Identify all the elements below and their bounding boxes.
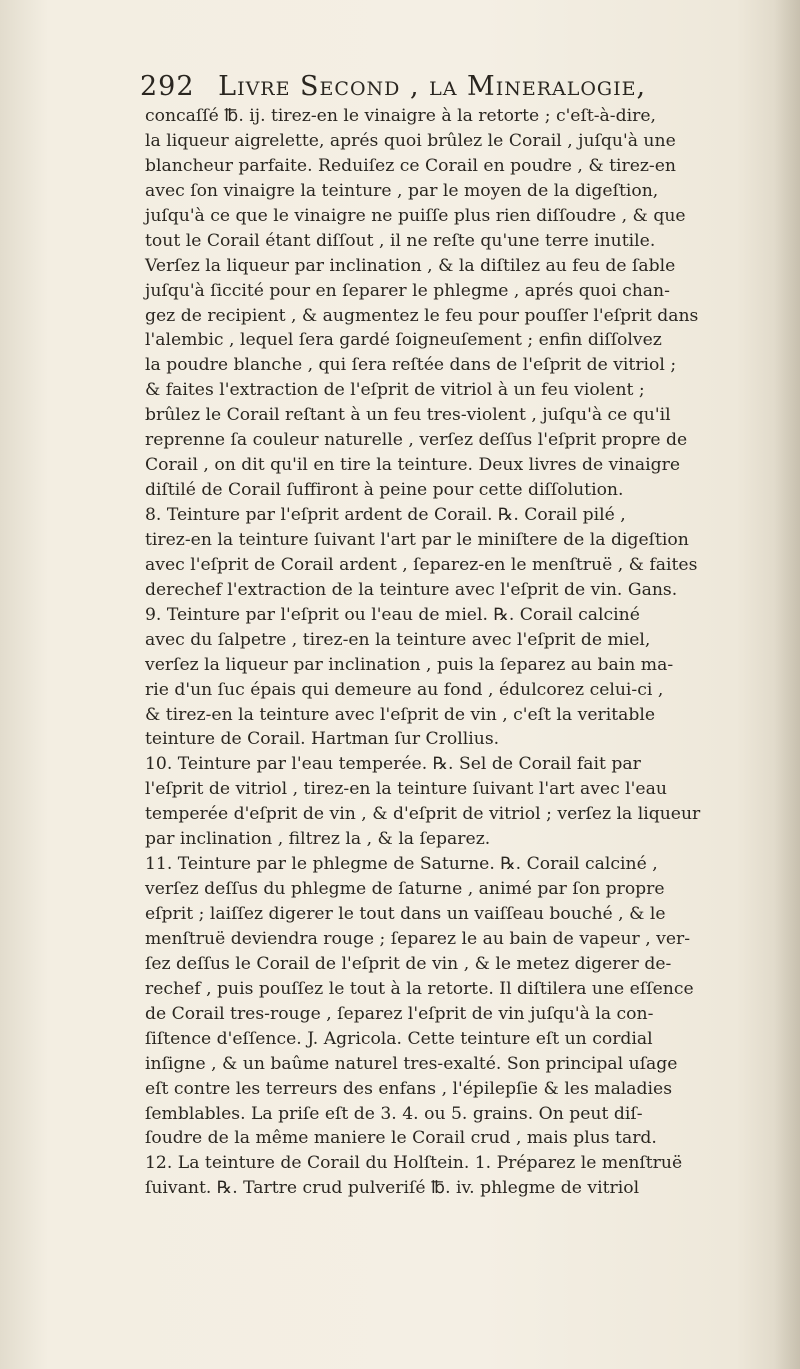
text-line: 11. Teinture par le phlegme de Saturne. ℞. Corail calciné ,	[145, 854, 658, 875]
text-line: verſez la liqueur par inclination , puis la ſeparez au bain ma-	[145, 654, 674, 675]
text-line: eſt contre les terreurs des enfans , l'épilepſie & les maladies	[145, 1078, 673, 1099]
text-line: tirez-en la teinture ſuivant l'art par le miniſtere de la digeſtion	[145, 529, 689, 550]
text-line: menſtruë deviendra rouge ; ſeparez le au bain de vapeur , ver-	[145, 928, 691, 949]
text-line: de Corail tres-rouge , ſeparez l'eſprit de vin juſqu'à la con-	[145, 1003, 654, 1024]
text-line: & faites l'extraction de l'eſprit de vitriol à un feu violent ;	[145, 380, 645, 401]
text-line: avec l'eſprit de Corail ardent , ſeparez-en le menſtruë , & faites	[145, 554, 698, 575]
text-line: derechef l'extraction de la teinture avec l'eſprit de vin. Gans.	[145, 579, 678, 600]
text-line: teinture de Corail. Hartman ſur Crollius.	[145, 729, 500, 750]
text-line: 12. La teinture de Corail du Holſtein. 1. Préparez le menſtruë	[145, 1153, 683, 1174]
text-line: la liqueur aigrelette, aprés quoi brûlez le Corail , juſqu'à une	[145, 130, 676, 151]
text-line: la poudre blanche , qui ſera reſtée dans de l'eſprit de vitriol ;	[145, 355, 677, 376]
text-line: reprenne ſa couleur naturelle , verſez deſſus l'eſprit propre de	[145, 430, 688, 451]
text-line: rechef , puis pouſſez le tout à la retorte. Il diſtilera une eſſence	[145, 978, 694, 999]
text-line: inſigne , & un baûme naturel tres-exalté. Son principal uſage	[145, 1053, 678, 1074]
text-line: ſuivant. ℞. Tartre crud pulveriſé ℔. iv. phlegme de vitriol	[145, 1178, 640, 1199]
running-header	[140, 68, 780, 106]
text-line: ſemblables. La priſe eſt de 3. 4. ou 5. grains. On peut diſ-	[145, 1103, 643, 1124]
text-line: 8. Teinture par l'eſprit ardent de Corail. ℞. Corail pilé ,	[145, 505, 626, 525]
text-line: diſtilé de Corail ſuffiront à peine pour cette diſſolution.	[145, 480, 624, 501]
page-number: 292	[140, 71, 195, 102]
text-line: concaſſé ℔. ij. tirez-en le vinaigre à la retorte ; c'eſt-à-dire,	[145, 106, 656, 126]
body-text	[145, 104, 795, 1201]
text-line: & tirez-en la teinture avec l'eſprit de vin , c'eſt la veritable	[145, 704, 656, 725]
text-line: tout le Corail étant diſſout , il ne reſte qu'une terre inutile.	[145, 230, 656, 251]
text-line: rie d'un ſuc épais qui demeure au fond , édulcorez celui-ci ,	[145, 679, 664, 700]
text-line: juſqu'à ſiccité pour en ſeparer le phlegme , aprés quoi chan-	[145, 280, 670, 301]
text-line: temperée d'eſprit de vin , & d'eſprit de vitriol ; verſez la liqueur	[145, 804, 701, 825]
text-line: ſiſtence d'eſſence. J. Agricola. Cette teinture eſt un cordial	[145, 1028, 653, 1049]
text-line: blancheur parfaite. Reduiſez ce Corail en poudre , & tirez-en	[145, 155, 676, 176]
text-line: gez de recipient , & augmentez le feu pour pouſſer l'eſprit dans	[145, 305, 699, 326]
text-line: ſez deſſus le Corail de l'eſprit de vin , & le metez digerer de-	[145, 953, 672, 974]
text-line: Verſez la liqueur par inclination , & la diſtilez au feu de ſable	[145, 255, 676, 276]
text-line: avec du ſalpetre , tirez-en la teinture avec l'eſprit de miel,	[145, 629, 651, 650]
text-line: Corail , on dit qu'il en tire la teinture. Deux livres de vinaigre	[145, 455, 681, 476]
text-line: 10. Teinture par l'eau temperée. ℞. Sel de Corail fait par	[145, 754, 641, 775]
text-line: juſqu'à ce que le vinaigre ne puiſſe plus rien diſſoudre , & que	[145, 205, 686, 226]
text-line: ſoudre de la même maniere le Corail crud , mais plus tard.	[145, 1128, 657, 1149]
text-line: brûlez le Corail reſtant à un feu tres-violent , juſqu'à ce qu'il	[145, 405, 671, 426]
text-line: avec ſon vinaigre la teinture , par le moyen de la digeſtion,	[145, 180, 659, 201]
text-line: 9. Teinture par l'eſprit ou l'eau de miel. ℞. Corail calciné	[145, 604, 640, 625]
text-line: verſez deſſus du phlegme de ſaturne , animé par ſon propre	[145, 879, 665, 900]
running-title: Livre Second , la Mineralogie,	[218, 71, 647, 102]
text-line: l'eſprit de vitriol , tirez-en la teinture ſuivant l'art avec l'eau	[145, 779, 667, 800]
text-line: eſprit ; laiſſez digerer le tout dans un vaiſſeau bouché , & le	[145, 904, 666, 924]
text-line: l'alembic , lequel ſera gardé ſoigneuſement ; enfin diſſolvez	[145, 330, 662, 351]
text-line: par inclination , filtrez la , & la ſeparez.	[145, 829, 491, 850]
